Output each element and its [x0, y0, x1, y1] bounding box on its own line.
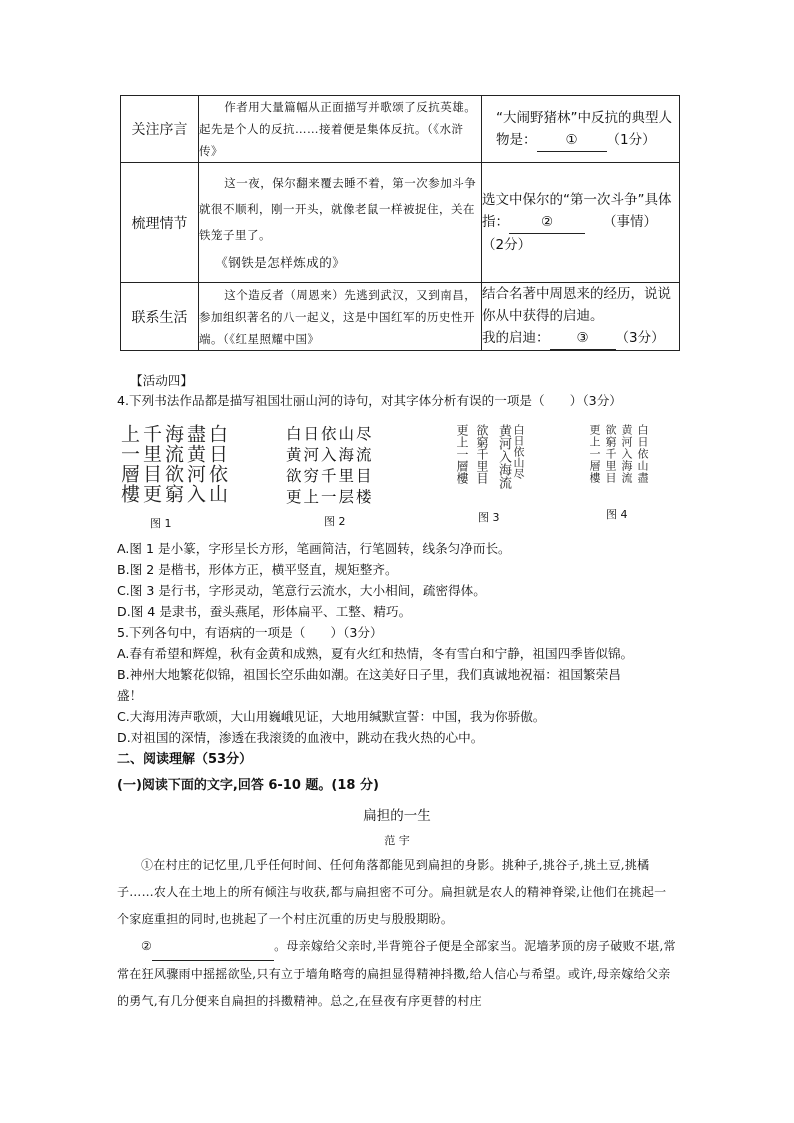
question-5: 5.下列各句中，有语病的一项是（ ）（3分） [117, 625, 383, 640]
option-c: C.图 3 是行书，字形灵动，笔意行云流水，大小相间，疏密得体。 [117, 583, 486, 598]
points: （1分） [606, 131, 656, 148]
fig4-col: 黄河入海流 [620, 424, 633, 484]
fig1-col: 白日依山 [206, 424, 228, 504]
article-title: 扁担的一生 [363, 808, 431, 824]
quote-cell [199, 283, 482, 351]
figure-caption: 图 3 [478, 511, 500, 524]
option-b: B.神州大地繁花似锦，祖国长空乐曲如潮。在这美好日子里，我们真诚地祝福：祖国繁荣昌 [117, 667, 621, 682]
figure-caption: 图 1 [150, 517, 172, 530]
question-text: “大闹野猪林”中反抗的典型人物是： [496, 109, 672, 148]
question-cell [482, 163, 680, 283]
fig4-col: 白日依山盡 [636, 424, 649, 484]
activity-heading: 【活动四】 [130, 373, 193, 388]
points: （3分） [615, 330, 665, 346]
answer-prefix: 我的启迪： [482, 330, 550, 346]
fig1-col: 上一層樓 [118, 424, 140, 504]
paragraph-number: ② [141, 939, 153, 953]
fig3-col: 更上一層樓 [455, 424, 469, 484]
paragraph-text: 。母亲嫁给父亲时,半背篼谷子便是全部家当。泥墙茅顶的房子破败不堪,常常在狂风骤雨中摇摇欲坠,只有立于墙角略弯的扁担显得精神抖擞,给人信心与希望。或许,母亲嫁给父亲的勇气,有几分便来自扁担的抖擞精神。总之,在昼夜有序更替的村庄 [117, 939, 676, 1008]
option-b-cont: 盛！ [117, 688, 143, 703]
question-text: 选文中保尔的“第一次斗争”具体指： [482, 192, 672, 230]
quote-cell [199, 163, 482, 283]
points: （2分） [482, 237, 532, 253]
fig3-col: 欲窮千里目 [475, 424, 489, 484]
quote-cell [199, 96, 482, 163]
question-text: 结合名著中周恩来的经历，说说你从中获得的启迪。 [482, 286, 671, 324]
figure-caption: 图 4 [606, 508, 628, 521]
paragraph-1: ①在村庄的记忆里,几乎任何时间、任何角落都能见到扁担的身影。挑种子,挑谷子,挑土豆,挑橘子……农人在土地上的所有倾注与收获,都与扁担密不可分。扁担就是农人的精神脊梁,让他们在挑起一个家庭重担的同时,也挑起了一个村庄沉重的历史与殷殷期盼。 [117, 858, 667, 926]
fig1-col: 海流欲窮 [162, 424, 184, 504]
fig2-line: 白日依山尽 [286, 425, 374, 443]
table-row [121, 283, 680, 351]
quote-text: 这个造反者（周恩来）先逃到武汉，又到南昌，参加组织著名的八一起义，这是中国红军的历史性开端。 [199, 287, 477, 346]
option-a: A.图 1 是小篆，字形呈长方形，笔画简洁，行笔圆转，线条匀净而长。 [117, 541, 511, 556]
option-b: B.图 2 是楷书，形体方正，横平竖直，规矩整齐。 [117, 562, 398, 577]
option-a: A.春有希望和辉煌，秋有金黄和成熟，夏有火红和热情，冬有雪白和宁静，祖国四季皆似锦。 [117, 646, 634, 661]
question-cell [482, 283, 680, 351]
table-row [121, 96, 680, 163]
answer-blank-3[interactable]: ③ [550, 327, 616, 350]
question-cell [482, 96, 680, 163]
article-body [117, 852, 677, 1015]
figure-caption: 图 2 [324, 515, 346, 528]
fig3-col: 黄河入海流 [496, 424, 511, 489]
subsection-heading: (一)阅读下面的文字,回答 6-10 题。(18 分) [117, 778, 379, 793]
figure-4 [580, 424, 670, 532]
quote-source: 《钢铁是怎样炼成的》 [215, 254, 346, 270]
table-row [121, 163, 680, 283]
figure-1 [116, 424, 226, 532]
quote-source: （《水浒传》 [199, 122, 464, 158]
answer-blank-2[interactable]: ② [509, 211, 585, 234]
paragraph-2 [117, 933, 677, 1015]
fig3-col: 白日依山尽 [512, 424, 525, 479]
figure-2 [286, 424, 416, 532]
fig4-col: 更上一層樓 [588, 424, 601, 484]
fig1-col: 盡黄河入 [184, 424, 206, 504]
row-label: 梳理情节 [121, 163, 199, 283]
quote-text: 这一夜，保尔翻来覆去睡不着，第一次参加斗争就很不顺利，刚一开头，就像老鼠一样被捉住，关在铁笼子里了。 [199, 175, 477, 242]
fig1-col: 千里目更 [140, 424, 162, 504]
reading-activity-table [120, 95, 680, 351]
fig2-line: 黄河入海流 [286, 446, 374, 464]
quote-text: 作者用大量篇幅从正面描写并歌颂了反抗英雄。起先是个人的反抗……接着便是集体反抗。 [199, 100, 477, 136]
row-label: 联系生活 [121, 283, 199, 351]
question-4: 4.下列书法作品都是描写祖国壮丽山河的诗句，对其字体分析有误的一项是（ ）（3分） [117, 393, 622, 408]
fig2-line: 欲穷千里目 [286, 467, 374, 485]
fig2-line: 更上一层楼 [286, 488, 374, 506]
row-label: 关注序言 [121, 96, 199, 163]
article-author: 范 宇 [384, 834, 410, 847]
figure-3 [450, 424, 560, 532]
option-d: D.图 4 是隶书，蚕头燕尾，形体扁平、工整、精巧。 [117, 604, 412, 619]
option-c: C.大海用涛声歌颂，大山用巍峨见证，大地用缄默宣誓：中国，我为你骄傲。 [117, 709, 546, 724]
quote-source: （《红星照耀中国》 [223, 331, 320, 346]
answer-suffix: （事情） [603, 214, 657, 230]
answer-blank-1[interactable]: ① [537, 129, 607, 152]
option-d: D.对祖国的深情，渗透在我滚烫的血液中，跳动在我火热的心中。 [117, 730, 484, 745]
section-heading: 二、阅读理解（53分） [117, 752, 253, 767]
calligraphy-figures [116, 424, 676, 532]
fig4-col: 欲窮千里目 [604, 424, 617, 484]
fill-in-blank[interactable] [152, 933, 274, 961]
